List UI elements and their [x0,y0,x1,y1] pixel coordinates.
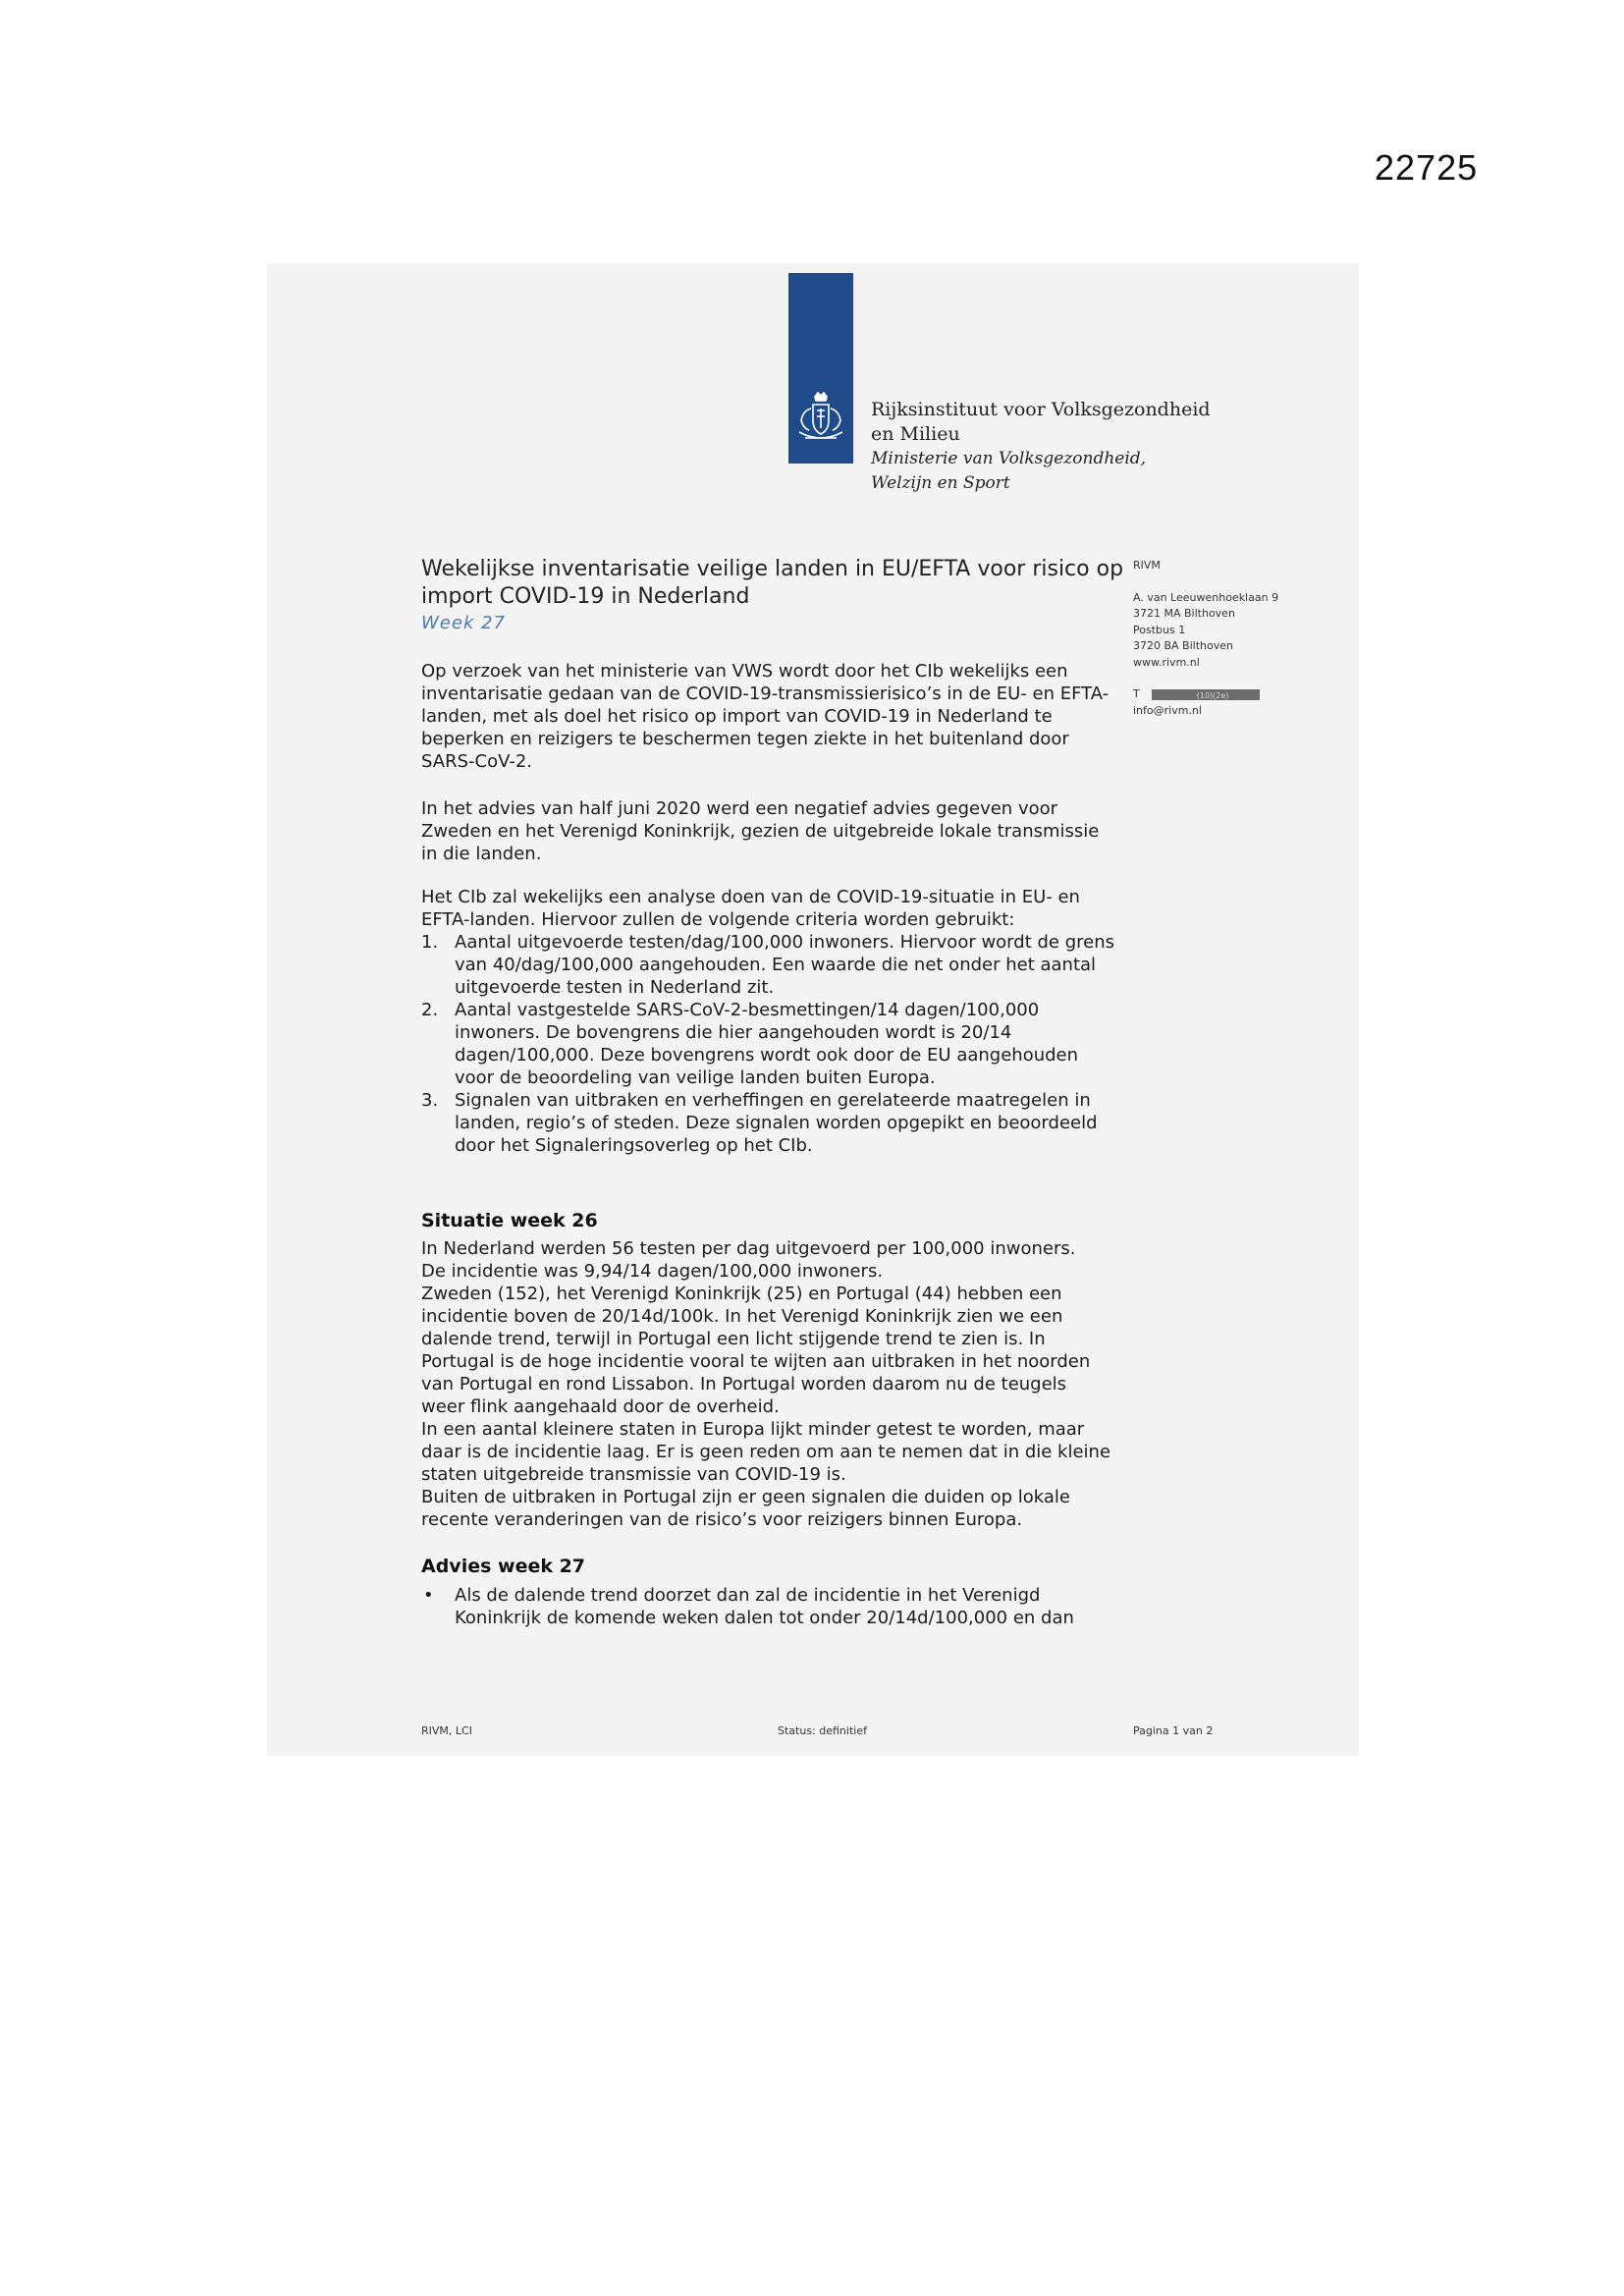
criteria-intro: Het CIb zal wekelijks een analyse doen van de COVID-19-situatie in EU- en EFTA-landen. Hiervoor zullen de volgende criteria worden gebruikt: [421,887,1080,930]
item-number: 3. [421,1090,439,1111]
document-title: Wekelijkse inventarisatie veilige landen in EU/EFTA voor risico op import COVID-19 in Nederland [421,557,1124,609]
document-subtitle: Week 27 [421,613,506,633]
item-text: Als de dalende trend doorzet dan zal de incidentie in het Verenigd Koninkrijk de komende weken dalen tot onder 20/14d/100,000 en dan [455,1585,1074,1628]
ministry-line-1: Ministerie van Volksgezondheid, [871,449,1147,468]
ministry-line-2: Welzijn en Sport [871,473,1010,493]
criteria-section [421,886,1114,1157]
advies-list [421,1584,1114,1629]
item-text: Aantal uitgevoerde testen/dag/100,000 inwoners. Hiervoor wordt de grens van 40/dag/100,000 aangehouden. Een waarde die net onder het aantal uitgevoerde testen in Nederland zit. [455,932,1114,998]
situatie-line: In een aantal kleinere staten in Europa lijkt minder getest te worden, maar daar is de incidentie laag. Er is geen reden om aan te nemen dat in die kleine staten uitgebreide transmissie van COVID-19 is. [421,1419,1111,1485]
sidebar-org: RIVM [1133,559,1161,572]
situatie-line: In Nederland werden 56 testen per dag uitgevoerd per 100,000 inwoners. [421,1238,1076,1259]
intro-paragraph: Op verzoek van het ministerie van VWS wordt door het CIb wekelijks een inventarisatie gedaan van de COVID-19-transmissierisico’s in de EU- en EFTA-landen, met als doel het risico op import van COVID-19 in Nederland te beperken en reizigers te beschermen tegen ziekte in het buitenland door SARS-CoV-2. [421,661,1110,772]
organisation-name [871,398,1211,496]
document-number: 22725 [1375,147,1479,188]
address-line: 3721 MA Bilthoven [1133,607,1235,620]
address-line: Postbus 1 [1133,623,1186,636]
item-text: Signalen van uitbraken en verheffingen en gerelateerde maatregelen in landen, regio’s of steden. Deze signalen worden opgepikt en beoordeeld door het Signaleringsoverleg op het CIb. [455,1090,1098,1156]
org-line-1: Rijksinstituut voor Volksgezondheid [871,399,1211,420]
situatie-line: Buiten de uitbraken in Portugal zijn er geen signalen die duiden op lokale recente veranderingen van de risico’s voor reizigers binnen Europa. [421,1487,1070,1530]
situatie-line: De incidentie was 9,94/14 dagen/100,000 inwoners. [421,1261,884,1282]
advice-history-paragraph: In het advies van half juni 2020 werd een negatief advies gegeven voor Zweden en het Verenigd Koninkrijk, gezien de uitgebreide lokale transmissie in die landen. [421,798,1100,864]
situatie-line: Zweden (152), het Verenigd Koninkrijk (25) en Portugal (44) hebben een incidentie boven de 20/14d/100k. In het Verenigd Koninkrijk zien we een dalende trend, terwijl in Portugal een licht stijgende trend te zien is. In Portugal is de hoge incidentie vooral te wijten aan uitbraken in het noorden van Portugal en rond Lissabon. In Portugal worden daarom nu de teugels weer flink aangehaald door de overheid. [421,1284,1091,1417]
dutch-royal-coat-of-arms-icon [791,389,850,448]
email-link[interactable]: info@rivm.nl [1133,703,1202,717]
footer-org: RIVM, LCI [421,1724,472,1737]
sender-sidebar [1133,558,1278,719]
org-line-2: en Milieu [871,423,960,445]
address-line: A. van Leeuwenhoeklaan 9 [1133,590,1279,604]
item-text: Aantal vastgestelde SARS-CoV-2-besmettingen/14 dagen/100,000 inwoners. De bovengrens die hier aangehouden wordt is 20/14 dagen/100,000. Deze bovengrens wordt ook door de EU aangehouden voor de beoordeling van veilige landen buiten Europa. [455,1000,1079,1088]
situatie-heading: Situatie week 26 [421,1210,598,1231]
item-number: 1. [421,932,439,953]
situatie-body [421,1237,1114,1531]
telephone-label: T [1133,687,1140,700]
redaction-code: (10)(2e) [1196,690,1229,700]
telephone-row [1133,686,1278,703]
redaction-bar [1152,689,1260,700]
item-number: 2. [421,1000,439,1020]
criteria-list [421,931,1114,1157]
advies-heading: Advies week 27 [421,1556,586,1577]
address-line: 3720 BA Bilthoven [1133,639,1233,652]
list-item [421,931,1114,999]
list-item [421,1584,1114,1629]
bullet-icon: • [423,1585,434,1606]
list-item [421,999,1114,1089]
website-link[interactable]: www.rivm.nl [1133,655,1200,669]
footer-page-number: Pagina 1 van 2 [1133,1724,1214,1737]
list-item [421,1089,1114,1157]
footer-status: Status: definitief [778,1724,867,1737]
